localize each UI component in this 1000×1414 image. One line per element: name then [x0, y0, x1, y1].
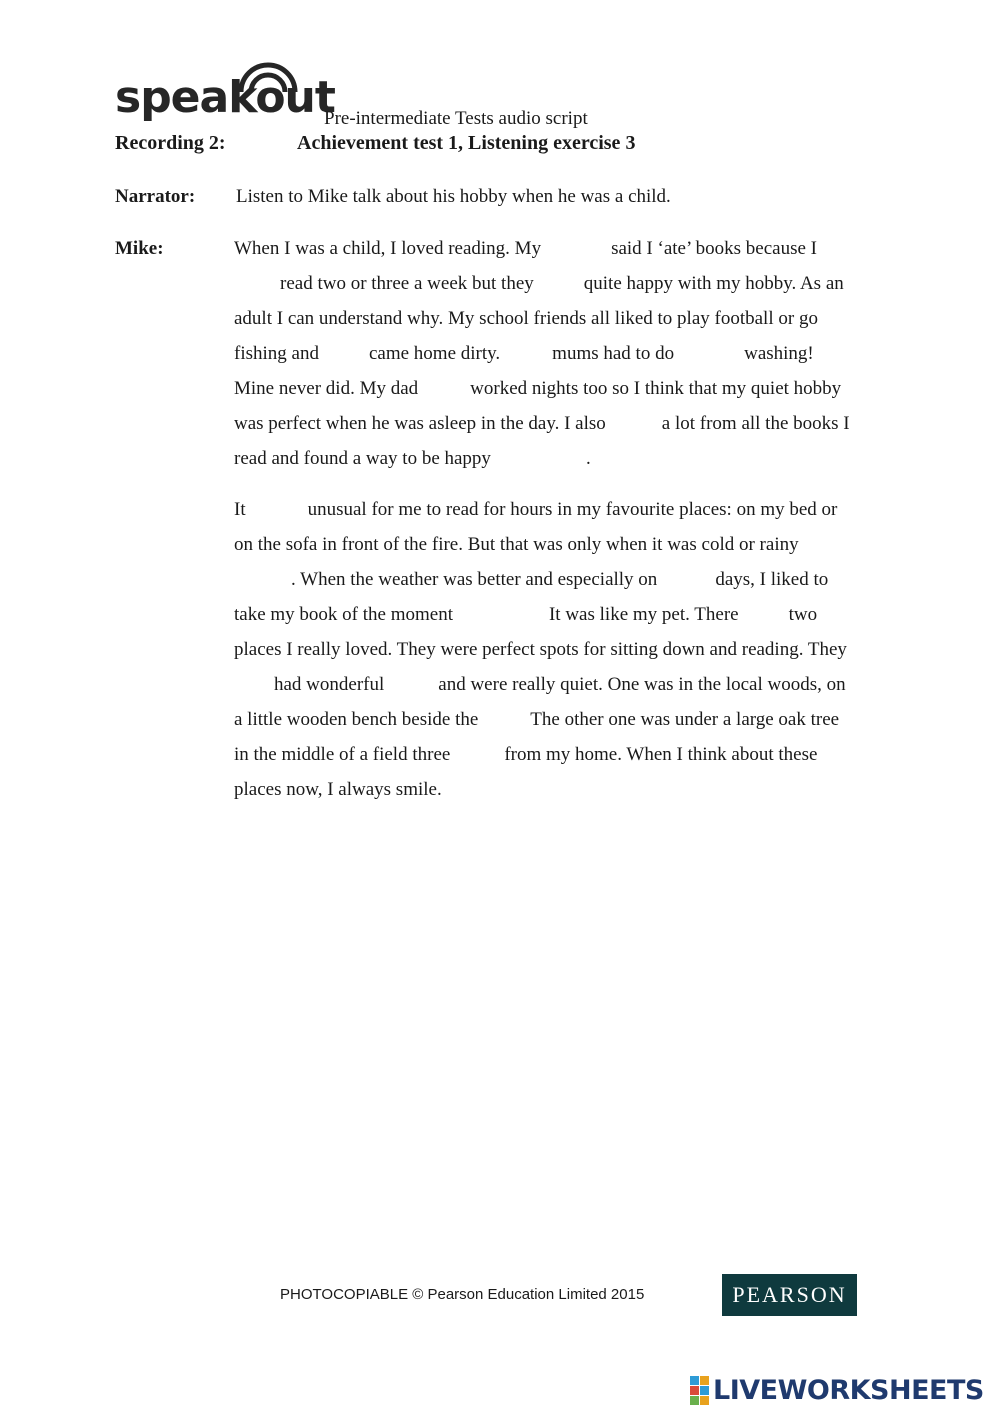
transcript-text: places now, I always smile. [234, 779, 442, 800]
speakout-logo [115, 62, 335, 124]
transcript-line [234, 744, 817, 766]
transcript-text: a little wooden bench beside the [234, 709, 479, 730]
transcript-line [234, 448, 591, 470]
transcript-text: adult I can understand why. My school friends all liked to play football or go [234, 308, 818, 329]
transcript-text: take my book of the moment [234, 604, 453, 625]
transcript-line [234, 499, 837, 521]
transcript-text: It was like my pet. There [548, 604, 739, 625]
transcript-text: and were really quiet. One was in the local woods, on [438, 674, 846, 695]
transcript-text: places I really loved. They were perfect spots for sitting down and reading. They [234, 639, 847, 660]
transcript-line [234, 273, 844, 295]
transcript-line [234, 413, 850, 435]
transcript-text: two [788, 604, 818, 625]
transcript-text: When I was a child, I loved reading. My [234, 238, 542, 259]
transcript-line [234, 604, 817, 626]
transcript-text: on the sofa in front of the fire. But that was only when it was cold or rainy [234, 534, 799, 555]
transcript-text: days, I liked to [715, 569, 829, 590]
transcript-text: unusual for me to read for hours in my favourite places: on my bed or [307, 499, 838, 520]
liveworksheets-logo [690, 1374, 984, 1406]
transcript-line [234, 378, 841, 400]
narrator-label: Narrator: [115, 186, 196, 207]
transcript-text: said I ‘ate’ books because I [611, 238, 817, 259]
transcript-text: in the middle of a field three [234, 744, 451, 765]
transcript-text: . [585, 448, 591, 469]
transcript-text: a lot from all the books I [661, 413, 850, 434]
transcript-text: fishing and [234, 343, 319, 364]
transcript-line [234, 639, 847, 661]
transcript-text: Mine never did. My dad [234, 378, 419, 399]
transcript-text: was perfect when he was asleep in the day. I also [234, 413, 606, 434]
transcript-text: The other one was under a large oak tree [530, 709, 840, 730]
transcript-line [234, 674, 846, 696]
logo-word-speak: speak [115, 72, 256, 123]
copyright-notice: PHOTOCOPIABLE © Pearson Education Limited 2015 [280, 1286, 645, 1303]
transcript-text: had wonderful [274, 674, 385, 695]
liveworksheets-wordmark: LIVEWORKSHEETS [713, 1374, 984, 1406]
transcript-line [234, 534, 799, 556]
narrator-text: Listen to Mike talk about his hobby when he was a child. [236, 186, 671, 207]
transcript-text: read and found a way to be happy [234, 448, 491, 469]
transcript-text: mums had to do [552, 343, 675, 364]
transcript-line [234, 779, 442, 801]
transcript-text: It [234, 499, 246, 520]
transcript-text: read two or three a week but they [280, 273, 534, 294]
transcript-text: worked nights too so I think that my quiet hobby [470, 378, 842, 399]
transcript-text: quite happy with my hobby. As an [583, 273, 844, 294]
transcript-line [234, 308, 818, 330]
transcript-line [234, 709, 839, 731]
transcript-line [234, 569, 828, 591]
transcript-line [234, 238, 817, 260]
pearson-logo: PEARSON [722, 1274, 857, 1316]
transcript-text: came home dirty. [368, 343, 501, 364]
recording-label: Recording 2: [115, 132, 226, 154]
logo-word-out: out [255, 72, 335, 123]
transcript-text: from my home. When I think about these [504, 744, 818, 765]
liveworksheets-icon [690, 1376, 709, 1405]
transcript-line [234, 343, 814, 365]
mike-label: Mike: [115, 238, 164, 259]
transcript-text: . When the weather was better and especially on [291, 569, 658, 590]
script-subtitle: Pre-intermediate Tests audio script [324, 108, 588, 129]
transcript-text: washing! [744, 343, 814, 364]
recording-title: Achievement test 1, Listening exercise 3 [297, 132, 636, 154]
